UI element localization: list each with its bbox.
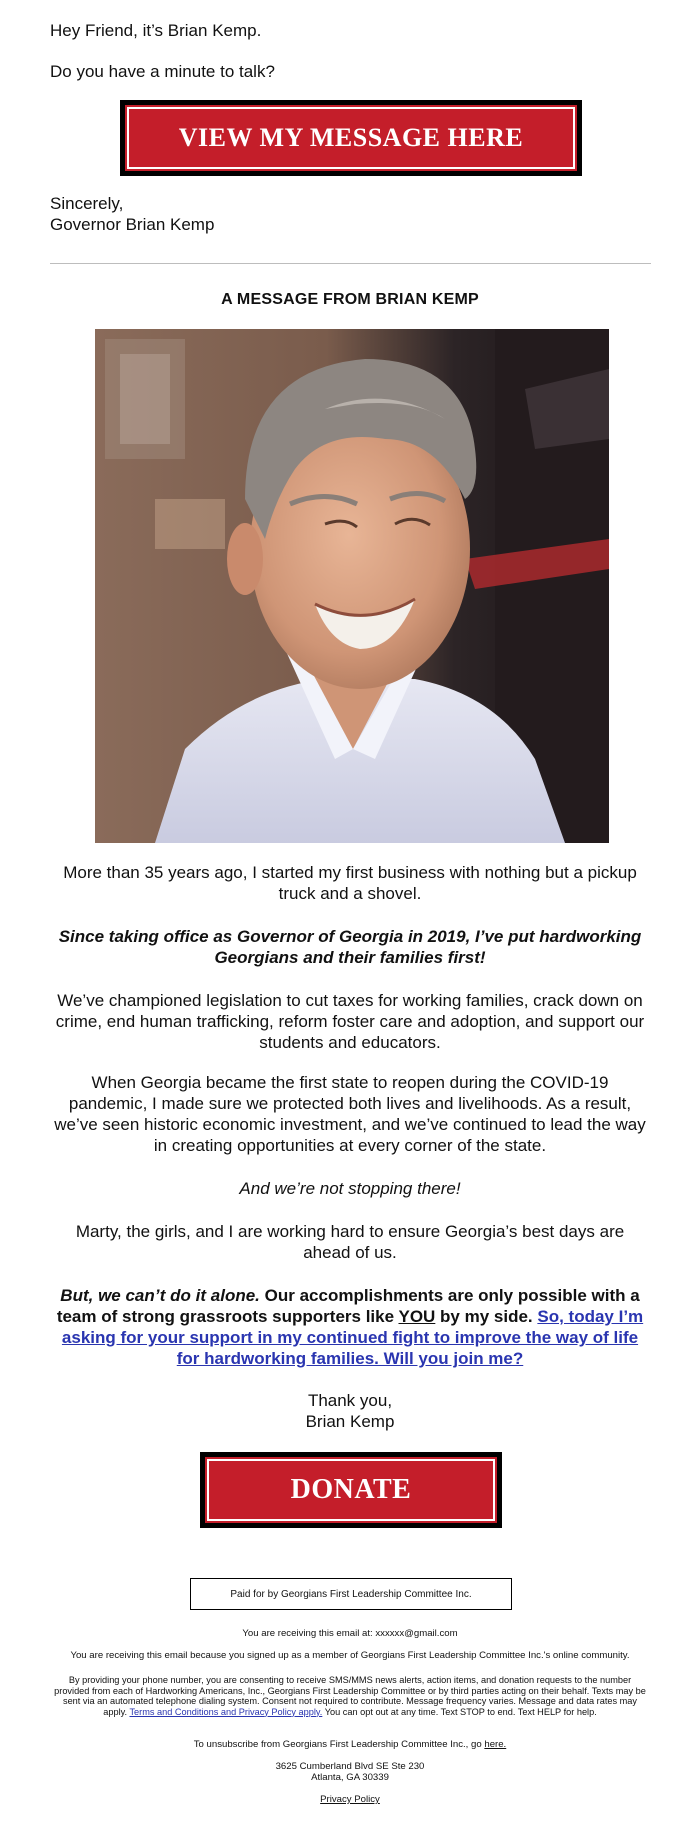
unsubscribe-prefix: To unsubscribe from Georgians First Leadership Committee Inc., go [193,1739,485,1750]
donate-button[interactable] [200,1452,502,1528]
button-inner-border [207,1459,495,1521]
message-heading: A MESSAGE FROM BRIAN KEMP [221,291,479,308]
paragraph-covid-text: When Georgia became the first state to reopen during the COVID-19 pandemic, I made sure we protected both lives and livelihoods. As a result, we’ve seen historic economic investment, and we’ve continued to lead the way in creating opportunities at every corner of the state. [54,1073,646,1155]
paragraph-legislation [50,990,650,1053]
paragraph-governor [50,926,650,968]
view-message-label: VIEW MY MESSAGE HERE [178,123,524,152]
privacy-link[interactable]: Privacy Policy [320,1794,380,1805]
paragraph-family-text: Marty, the girls, and I are working hard to ensure Georgia’s best days are ahead of us. [75,1222,625,1262]
donate-label: DONATE [290,1474,412,1505]
button-inner-border [127,107,575,169]
address [50,1761,650,1783]
closing-thanks: Thank you, [307,1391,393,1410]
appeal-you: YOU [398,1307,436,1326]
paragraph-covid [50,1072,650,1156]
email-notice [50,1628,650,1639]
question-text: Do you have a minute to talk? [50,62,275,81]
signature-closing: Sincerely, [50,194,124,213]
sms-text-after: You can opt out at any time. Text STOP to end. Text HELP for help. [322,1706,597,1717]
appeal-lead: But, we can’t do it alone. [60,1286,260,1305]
sms-disclaimer [50,1675,650,1717]
paragraph-appeal [50,1285,650,1369]
paragraph-business-text: More than 35 years ago, I started my first business with nothing but a pickup truck and a shovel. [63,863,637,903]
signature [50,193,214,235]
support-link[interactable]: So, today I’m asking for your support in my continued fight to improve the way of life for hardworking families. Will you join me? [61,1307,644,1368]
paragraph-governor-text: Since taking office as Governor of Georgia in 2019, I’ve put hardworking Georgians and their families first! [58,927,642,967]
paragraph-business [50,862,650,904]
address-line-2: Atlanta, GA 30339 [311,1772,389,1783]
divider [50,263,651,264]
closing [50,1390,650,1432]
signup-notice: You are receiving this email because you signed up as a member of Georgians First Leadership Committee Inc.'s online community. [70,1650,630,1661]
sms-text: By providing your phone number, you are consenting to receive SMS/MMS news alerts, action items, and donation requests to the number provided from each of Hardworking Americans, Inc., Georgians First Leadership Committee or by third parties acting on their behalf. Texts may be sent via an automated telephone dialing system. Consent not required to contribute. Message frequency varies. Message and data rates may apply. [54,1675,646,1717]
closing-name: Brian Kemp [305,1412,395,1431]
paragraph-appeal-text [50,1285,650,1369]
paid-for-box: Paid for by Georgians First Leadership Committee Inc. [190,1578,512,1610]
address-line-1: 3625 Cumberland Blvd SE Ste 230 [275,1761,425,1772]
recipient-email: xxxxxx@gmail.com [375,1628,458,1639]
terms-link[interactable]: Terms and Conditions and Privacy Policy apply. [129,1706,323,1717]
portrait-illustration [95,329,609,843]
signature-name: Governor Brian Kemp [50,215,215,234]
paragraph-not-stopping [50,1178,650,1199]
paragraph-not-stopping-text: And we’re not stopping there! [239,1179,461,1198]
paragraph-legislation-text: We’ve championed legislation to cut taxes for working families, crack down on crime, end human trafficking, reform foster care and adoption, and support our students and educators. [55,991,645,1052]
appeal-middle: Our accomplishments are only possible with a team of strong grassroots supporters like [56,1286,640,1326]
paragraph-family [50,1221,650,1263]
appeal-end: by my side. [435,1307,538,1326]
greeting-text: Hey Friend, it’s Brian Kemp. [50,21,262,40]
portrait-photo [95,329,609,843]
view-message-button[interactable] [120,100,582,176]
email-notice-prefix: You are receiving this email at: [242,1628,376,1639]
privacy-line [50,1794,650,1805]
unsubscribe-link[interactable]: here. [484,1739,507,1750]
unsubscribe-line [50,1739,650,1750]
